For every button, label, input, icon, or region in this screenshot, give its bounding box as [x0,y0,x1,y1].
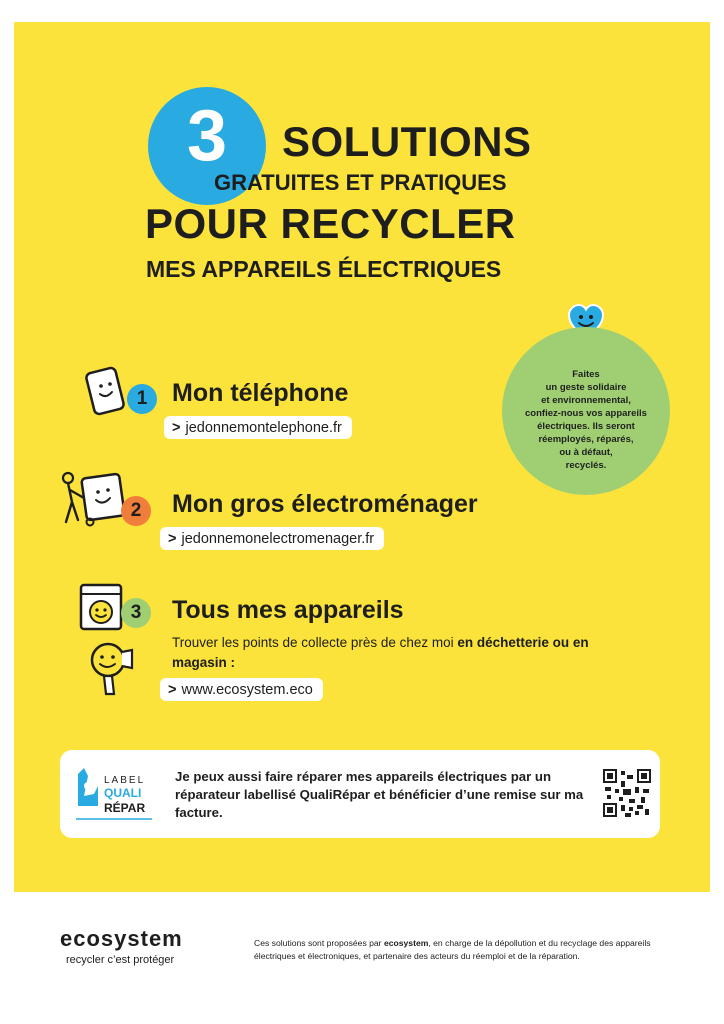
link-text: www.ecosystem.eco [181,681,313,698]
note-part-1: Ces solutions sont proposées par [254,938,384,948]
solution-title-1: Mon téléphone [172,379,349,407]
title-line-3: POUR RECYCLER [145,200,516,247]
chevron-right-icon: > [168,530,177,547]
title-line-4: MES APPAREILS ÉLECTRIQUES [146,256,502,282]
solution-number-2: 2 [121,496,151,526]
title-line-2: GRATUITES ET PRATIQUES [214,170,507,195]
ecosystem-tagline: recycler c’est protéger [66,954,175,966]
link-jedonnemontelephone[interactable] [164,416,352,439]
badge-text: Faites un geste solidaire et environnemental, confiez-nous vos appareils électriques. Ils seront réemployés, réparés, ou à défaut, recyclés. [525,368,647,472]
solution-title-3: Tous mes appareils [172,596,404,624]
link-text: jedonnemonelectromenager.fr [181,530,375,547]
link-ecosystem[interactable] [160,678,323,701]
repair-text: Je peux aussi faire réparer mes appareils électriques par un réparateur labellisé QualiRépar et bénéficier d’une remise sur ma facture. [175,769,584,820]
logo-label: LABEL [104,775,146,786]
chevron-right-icon: > [172,419,181,436]
person-with-appliance-icon [58,470,130,528]
chevron-right-icon: > [168,681,177,698]
big-number-circle: 3 [148,87,266,205]
ecosystem-logo: ecosystem [60,926,183,951]
logo-repar: RÉPAR [104,801,146,815]
solution-title-2: Mon gros électroménager [172,490,478,518]
footer-note [254,937,674,964]
solidarity-badge [502,327,670,495]
solution-number-3: 3 [121,598,151,628]
title-line-1: SOLUTIONS [282,118,532,165]
description-plain: Trouver les points de collecte près de chez moi [172,635,458,650]
solution-number-1: 1 [127,384,157,414]
qr-code-icon[interactable] [603,769,651,817]
qualirepar-logo [74,766,178,830]
phone-icon [80,366,130,416]
description-bold: en déchetterie ou en magasin : [172,635,589,670]
hair-dryer-icon [86,640,134,696]
solution-3-description [172,633,592,672]
note-part-2: , en charge de la dépollution et du recyclage des appareils électriques et électroniques, et partenaire des acteurs du réemploi et de la réparation. [254,938,651,962]
note-brand: ecosystem [383,938,429,948]
washing-machine-icon [78,582,124,632]
link-text: jedonnemontelephone.fr [185,419,342,436]
logo-quali: QUALI [104,786,142,800]
link-jedonnemonelectromenager[interactable] [160,527,384,550]
repair-info-box [60,750,660,838]
